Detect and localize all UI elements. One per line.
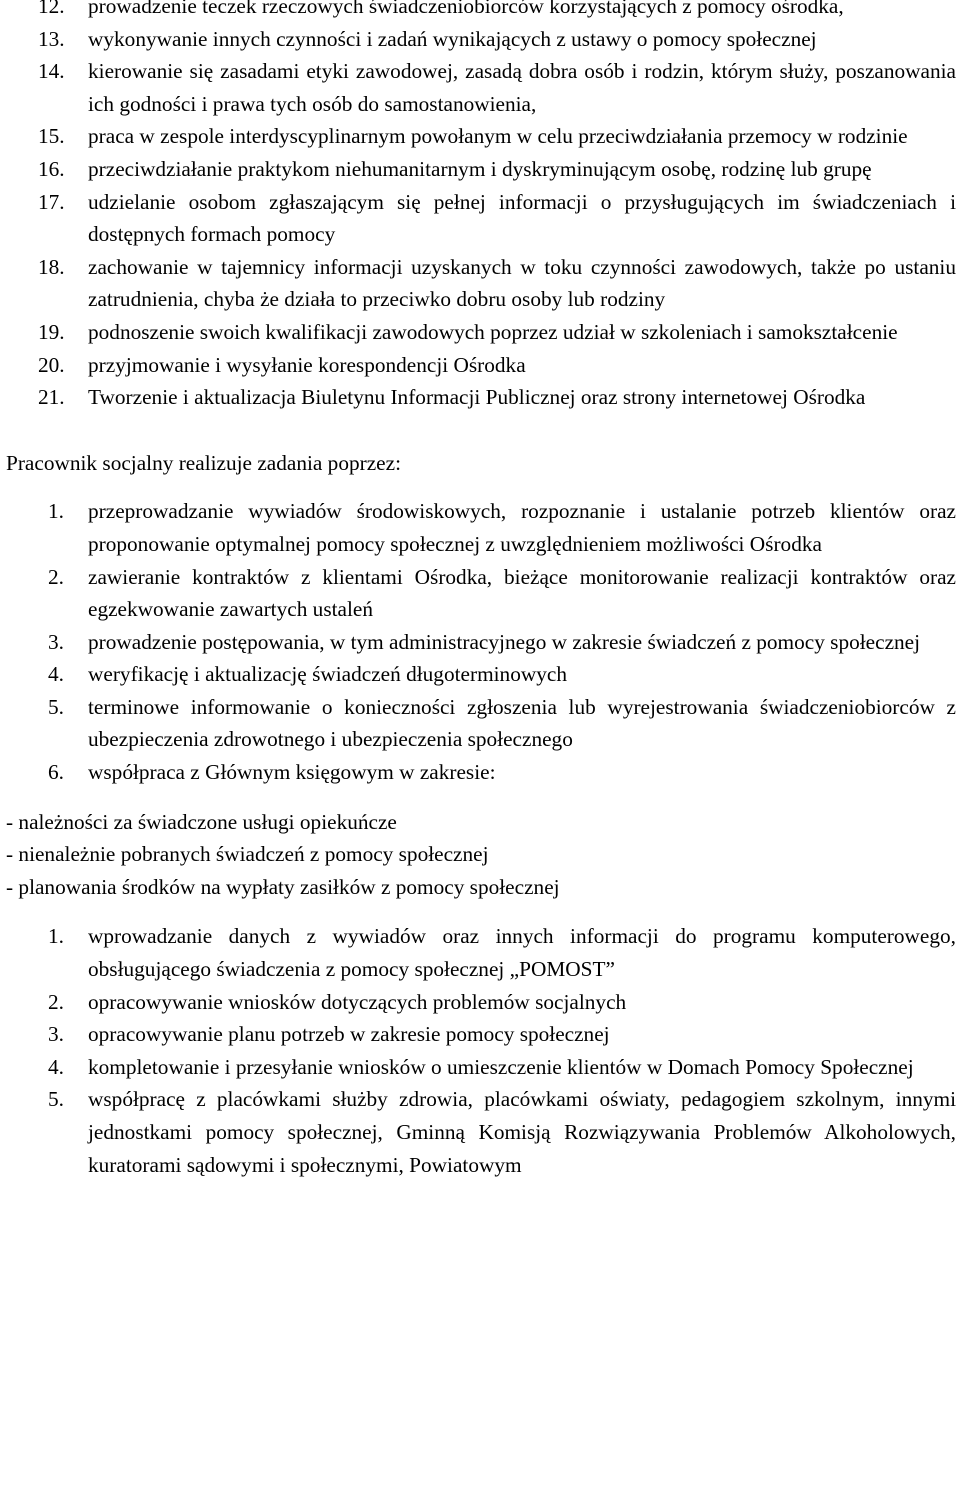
item-text: opracowywanie planu potrzeb w zakresie pomocy społecznej — [88, 1022, 610, 1047]
item-text: praca w zespole interdyscyplinarnym powołanym w celu przeciwdziałania przemocy w rodzinie — [88, 124, 908, 149]
item-number: 3. — [48, 1022, 64, 1047]
item-number: 19. — [38, 319, 65, 344]
item-number: 14. — [38, 59, 65, 84]
item-text: zachowanie w tajemnicy informacji uzyskanych w toku czynności zawodowych, także po ustaniu zatrudnienia, chyba że działa to przeciwko dobru osoby lub rodziny — [88, 254, 956, 312]
list-item — [0, 23, 960, 56]
item-text: kompletowanie i przesyłanie wniosków o umieszczenie klientów w Domach Pomocy Społecznej — [88, 1054, 914, 1079]
list-item — [0, 756, 960, 789]
item-number: 4. — [48, 1054, 64, 1079]
item-text: Tworzenie i aktualizacja Biuletynu Informacji Publicznej oraz strony internetowej Ośrodka — [88, 385, 866, 410]
item-text: prowadzenie postępowania, w tym administracyjnego w zakresie świadczeń z pomocy społecznej — [88, 629, 921, 654]
list-item — [0, 0, 960, 23]
spacer — [0, 479, 960, 495]
item-number: 2. — [48, 989, 64, 1014]
item-text: prowadzenie teczek rzeczowych świadczeniobiorców korzystających z pomocy ośrodka, — [88, 0, 844, 18]
list-item — [0, 626, 960, 659]
list-item — [0, 920, 960, 985]
item-text: zawieranie kontraktów z klientami Ośrodka, bieżące monitorowanie realizacji kontraktów oraz egzekwowanie zawartych ustaleń — [88, 564, 956, 622]
list-item — [0, 381, 960, 414]
item-number: 15. — [38, 124, 65, 149]
item-text: przyjmowanie i wysyłanie korespondencji Ośrodka — [88, 352, 526, 377]
list-item — [0, 349, 960, 382]
item-text: opracowywanie wniosków dotyczących problemów socjalnych — [88, 989, 627, 1014]
item-number: 17. — [38, 189, 65, 214]
item-number: 13. — [38, 26, 65, 51]
list-item — [0, 1051, 960, 1084]
list-item — [0, 691, 960, 756]
item-text: wykonywanie innych czynności i zadań wynikających z ustawy o pomocy społecznej — [88, 26, 817, 51]
list-item — [0, 120, 960, 153]
item-text: przeprowadzanie wywiadów środowiskowych, rozpoznanie i ustalanie potrzeb klientów oraz proponowanie optymalnej pomocy społecznej z uwzględnieniem możliwości Ośrodka — [88, 499, 956, 556]
item-text: współpracę z placówkami służby zdrowia, placówkami oświaty, pedagogiem szkolnym, innymi jednostkami pomocy społecznej, Gminną Komisją Rozwiązywania Problemów Alkoholowych, kuratorami sądowymi i społecznymi, Powiatowym — [88, 1087, 956, 1177]
additional-tasks-list — [0, 920, 960, 1181]
item-text: udzielanie osobom zgłaszającym się pełnej informacji o przysługujących im świadczeniach i dostępnych formach pomocy — [88, 189, 956, 247]
duties-list-continued — [0, 0, 960, 414]
spacer — [0, 789, 960, 806]
item-number: 21. — [38, 385, 65, 410]
item-number: 20. — [38, 352, 65, 377]
list-item — [0, 186, 960, 251]
item-text: podnoszenie swoich kwalifikacji zawodowych poprzez udział w szkoleniach i samokształcenie — [88, 319, 898, 344]
list-item — [0, 986, 960, 1019]
item-number: 1. — [48, 499, 64, 524]
item-text: weryfikację i aktualizację świadczeń długoterminowych — [88, 662, 567, 687]
dash-item: - planowania środków na wypłaty zasiłków z pomocy społecznej — [6, 874, 560, 899]
list-item — [0, 658, 960, 691]
spacer — [0, 414, 960, 447]
item-number: 4. — [48, 662, 64, 687]
list-item — [0, 495, 960, 560]
item-text: terminowe informowanie o konieczności zgłoszenia lub wyrejestrowania świadczeniobiorców z ubezpieczenia zdrowotnego i ubezpieczenia społecznego — [88, 694, 956, 752]
item-text: współpraca z Głównym księgowym w zakresie: — [88, 760, 496, 785]
social-worker-tasks-list — [0, 495, 960, 788]
item-number: 3. — [48, 629, 64, 654]
list-item — [0, 251, 960, 316]
item-number: 5. — [48, 694, 64, 719]
dash-item: - należności za świadczone usługi opiekuńcze — [6, 809, 397, 834]
item-number: 6. — [48, 760, 64, 785]
item-number: 16. — [38, 156, 65, 181]
list-item — [0, 316, 960, 349]
section-heading: Pracownik socjalny realizuje zadania poprzez: — [6, 450, 401, 475]
dash-item: - nienależnie pobranych świadczeń z pomocy społecznej — [6, 842, 489, 867]
list-item — [0, 1083, 960, 1181]
item-text: przeciwdziałanie praktykom niehumanitarnym i dyskryminującym osobę, rodzinę lub grupę — [88, 156, 872, 181]
item-number: 2. — [48, 564, 64, 589]
item-number: 18. — [38, 254, 65, 279]
item-number: 5. — [48, 1087, 64, 1112]
accounting-scope-list — [0, 806, 960, 904]
spacer — [0, 903, 960, 920]
list-item — [0, 561, 960, 626]
list-item — [0, 55, 960, 120]
item-text: wprowadzanie danych z wywiadów oraz innych informacji do programu komputerowego, obsługującego świadczenia z pomocy społecznej „POMOST” — [88, 924, 956, 982]
list-item — [0, 1018, 960, 1051]
list-item — [0, 153, 960, 186]
item-number: 12. — [38, 0, 65, 18]
item-text: kierowanie się zasadami etyki zawodowej, zasadą dobra osób i rodzin, którym służy, poszanowania ich godności i prawa tych osób do samostanowienia, — [88, 59, 956, 116]
item-number: 1. — [48, 924, 64, 949]
